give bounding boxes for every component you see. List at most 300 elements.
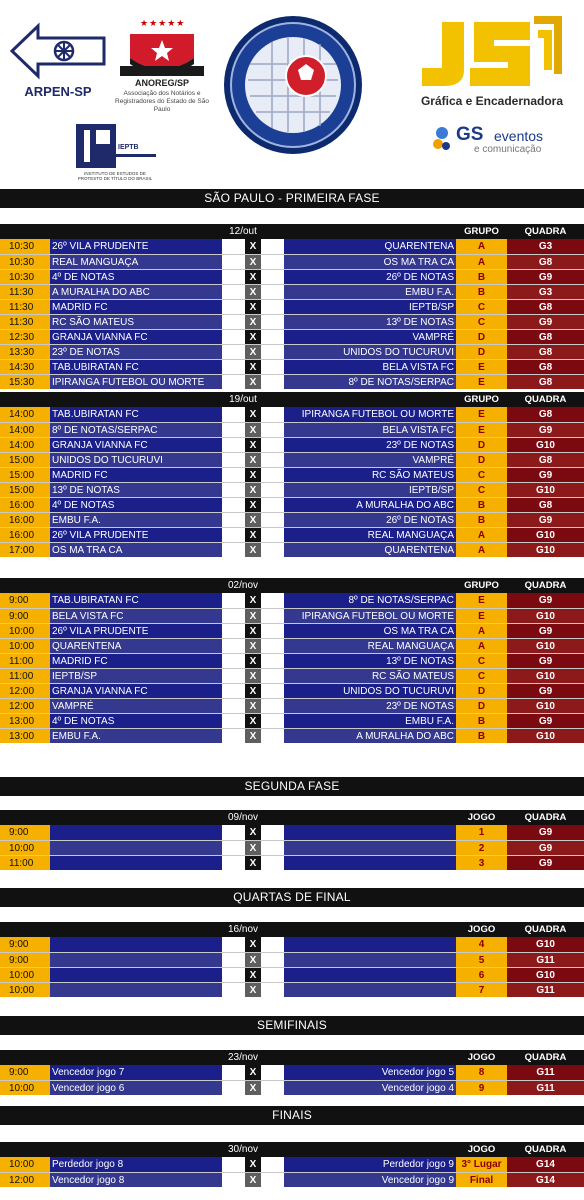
away-team xyxy=(284,825,454,840)
match-row xyxy=(0,269,584,284)
match-row xyxy=(0,608,584,623)
court-column-header: QUADRA xyxy=(524,812,567,823)
match-row xyxy=(0,482,584,497)
versus-cell xyxy=(222,729,284,743)
versus-mark: X xyxy=(245,729,261,743)
match-row xyxy=(0,855,584,870)
match-row xyxy=(0,825,584,840)
away-team: QUARENTENA xyxy=(384,545,454,556)
match-time: 15:00 xyxy=(0,468,50,482)
match-court: G9 xyxy=(507,624,584,638)
match-court: G8 xyxy=(507,345,584,359)
match-time: 11:30 xyxy=(0,315,50,329)
match-time: 12:00 xyxy=(0,699,50,713)
match-date: 19/out xyxy=(229,394,257,405)
versus-cell xyxy=(222,684,284,698)
away-team: 26º DE NOTAS xyxy=(386,272,454,283)
match-time: 11:30 xyxy=(0,285,50,299)
match-court: G14 xyxy=(507,1173,584,1187)
home-team: MADRID FC xyxy=(52,302,108,313)
match-row xyxy=(0,840,584,855)
schedule-12-out xyxy=(0,224,584,389)
match-court: G10 xyxy=(507,669,584,683)
arpen-arrow-icon xyxy=(8,20,108,82)
court-column-header: QUADRA xyxy=(524,226,567,237)
versus-mark: X xyxy=(245,953,261,967)
versus-cell xyxy=(222,423,284,437)
match-row xyxy=(0,653,584,668)
match-time: 13:00 xyxy=(0,729,50,743)
home-team xyxy=(52,953,222,967)
versus-mark: X xyxy=(245,825,261,840)
match-court: G3 xyxy=(507,285,584,299)
gs-name: GS xyxy=(456,124,484,145)
match-time: 16:00 xyxy=(0,498,50,512)
match-time: 10:00 xyxy=(0,1157,50,1172)
away-team: 8º DE NOTAS/SERPAC xyxy=(348,377,454,388)
versus-mark: X xyxy=(245,438,261,452)
versus-cell xyxy=(222,968,284,982)
gs-eventos-logo xyxy=(430,122,570,162)
soccer-ball-emblem-icon xyxy=(222,14,364,156)
schedule-19-out xyxy=(0,392,584,557)
away-team: EMBU F.A. xyxy=(405,287,454,298)
match-group: A xyxy=(456,255,507,269)
versus-mark: X xyxy=(245,654,261,668)
match-time: 10:30 xyxy=(0,255,50,269)
versus-cell xyxy=(222,360,284,374)
versus-cell xyxy=(222,609,284,623)
date-header-row xyxy=(0,1050,584,1065)
match-row xyxy=(0,967,584,982)
match-date: 30/nov xyxy=(227,1144,259,1155)
match-row xyxy=(0,713,584,728)
match-court: G10 xyxy=(507,483,584,497)
match-court: G8 xyxy=(507,255,584,269)
ieptb-subtitle: INSTITUTO DE ESTUDOS DE PROTESTO DE TÍTULO DO BRASIL xyxy=(77,171,153,181)
versus-cell xyxy=(222,345,284,359)
away-team: BELA VISTA FC xyxy=(382,425,454,436)
away-team: 8º DE NOTAS/SERPAC xyxy=(348,595,454,606)
away-team: VAMPRÉ xyxy=(412,332,454,343)
away-team: EMBU F.A. xyxy=(405,716,454,727)
home-team: UNIDOS DO TUCURUVI xyxy=(52,455,163,466)
match-court: G14 xyxy=(507,1157,584,1172)
match-date: 09/nov xyxy=(227,812,259,823)
versus-cell xyxy=(222,498,284,512)
match-court: G9 xyxy=(507,684,584,698)
away-team: A MURALHA DO ABC xyxy=(356,731,454,742)
away-team: IPIRANGA FUTEBOL OU MORTE xyxy=(301,611,454,622)
match-group: C xyxy=(456,315,507,329)
versus-mark: X xyxy=(245,856,261,870)
away-team: VAMPRÉ xyxy=(412,455,454,466)
match-court: G9 xyxy=(507,825,584,840)
match-court: G8 xyxy=(507,375,584,389)
match-group: A xyxy=(456,239,507,254)
home-team: GRANJA VIANNA FC xyxy=(52,332,148,343)
match-row xyxy=(0,299,584,314)
versus-mark: X xyxy=(245,285,261,299)
date-header-row xyxy=(0,922,584,937)
date-header-row xyxy=(0,392,584,407)
match-row xyxy=(0,668,584,683)
versus-mark: X xyxy=(245,315,261,329)
match-row xyxy=(0,452,584,467)
match-group: E xyxy=(456,423,507,437)
match-group: B xyxy=(456,714,507,728)
home-team: 23º DE NOTAS xyxy=(52,347,120,358)
match-group: 8 xyxy=(456,1065,507,1080)
versus-mark: X xyxy=(245,453,261,467)
match-row xyxy=(0,728,584,743)
match-row xyxy=(0,952,584,967)
match-row xyxy=(0,512,584,527)
schedule-16-nov xyxy=(0,922,584,997)
match-time: 9:00 xyxy=(0,937,50,952)
match-time: 10:00 xyxy=(0,1081,50,1095)
anoreg-name: ANOREG/SP xyxy=(134,78,189,88)
versus-cell xyxy=(222,330,284,344)
match-row xyxy=(0,527,584,542)
match-time: 10:30 xyxy=(0,239,50,254)
versus-mark: X xyxy=(245,639,261,653)
versus-mark: X xyxy=(245,513,261,527)
match-row xyxy=(0,1157,584,1172)
versus-cell xyxy=(222,699,284,713)
versus-mark: X xyxy=(245,684,261,698)
home-team xyxy=(52,937,222,952)
match-group: A xyxy=(456,543,507,557)
match-court: G9 xyxy=(507,513,584,527)
match-row xyxy=(0,314,584,329)
match-group: C xyxy=(456,300,507,314)
match-court: G11 xyxy=(507,1081,584,1095)
versus-mark: X xyxy=(245,375,261,389)
match-time: 14:00 xyxy=(0,438,50,452)
match-group: E xyxy=(456,375,507,389)
sponsor-header xyxy=(0,0,584,186)
home-team: EMBU F.A. xyxy=(52,515,101,526)
versus-cell xyxy=(222,375,284,389)
match-court: G3 xyxy=(507,239,584,254)
match-group: A xyxy=(456,528,507,542)
home-team: TAB.UBIRATAN FC xyxy=(52,595,139,606)
match-time: 9:00 xyxy=(0,953,50,967)
home-team: OS MA TRA CA xyxy=(52,545,123,556)
versus-mark: X xyxy=(245,1173,261,1187)
home-team: GRANJA VIANNA FC xyxy=(52,686,148,697)
match-court: G8 xyxy=(507,407,584,422)
court-column-header: QUADRA xyxy=(524,1144,567,1155)
home-team xyxy=(52,968,222,982)
away-team: 13º DE NOTAS xyxy=(386,656,454,667)
versus-mark: X xyxy=(245,968,261,982)
away-team: Vencedor jogo 5 xyxy=(381,1067,454,1078)
versus-cell xyxy=(222,1173,284,1187)
match-row xyxy=(0,683,584,698)
away-team: QUARENTENA xyxy=(384,241,454,252)
away-team: RC SÃO MATEUS xyxy=(371,470,454,481)
match-row xyxy=(0,407,584,422)
match-court: G9 xyxy=(507,423,584,437)
versus-cell xyxy=(222,654,284,668)
versus-mark: X xyxy=(245,270,261,284)
match-date: 02/nov xyxy=(227,580,259,591)
home-team: TAB.UBIRATAN FC xyxy=(52,409,139,420)
match-time: 12:00 xyxy=(0,1173,50,1187)
versus-cell xyxy=(222,825,284,840)
match-court: G8 xyxy=(507,453,584,467)
home-team: IPIRANGA FUTEBOL OU MORTE xyxy=(52,377,205,388)
away-team: IEPTB/SP xyxy=(408,302,454,313)
versus-mark: X xyxy=(245,983,261,997)
versus-mark: X xyxy=(245,1081,261,1095)
home-team: Vencedor jogo 8 xyxy=(52,1175,125,1186)
match-time: 14:00 xyxy=(0,423,50,437)
home-team: 26º VILA PRUDENTE xyxy=(52,626,149,637)
js-letters-icon xyxy=(412,12,572,92)
match-court: G8 xyxy=(507,330,584,344)
match-row xyxy=(0,344,584,359)
match-time: 9:00 xyxy=(0,1065,50,1080)
match-court: G10 xyxy=(507,438,584,452)
match-row xyxy=(0,1080,584,1095)
home-team: Perdedor jogo 8 xyxy=(52,1159,124,1170)
js-subtitle: Gráfica e Encadernadora xyxy=(420,94,564,108)
versus-mark: X xyxy=(245,345,261,359)
banner-primeira-fase: SÃO PAULO - PRIMEIRA FASE xyxy=(0,189,584,208)
match-group: B xyxy=(456,285,507,299)
match-row xyxy=(0,698,584,713)
match-time: 11:00 xyxy=(0,669,50,683)
match-court: G8 xyxy=(507,300,584,314)
away-team: 23º DE NOTAS xyxy=(386,440,454,451)
versus-cell xyxy=(222,255,284,269)
match-court: G10 xyxy=(507,639,584,653)
versus-mark: X xyxy=(245,624,261,638)
match-row xyxy=(0,374,584,389)
versus-mark: X xyxy=(245,543,261,557)
versus-cell xyxy=(222,1157,284,1172)
versus-cell xyxy=(222,285,284,299)
js-grafica-logo xyxy=(412,12,572,112)
home-team: 8º DE NOTAS/SERPAC xyxy=(52,425,158,436)
versus-mark: X xyxy=(245,468,261,482)
home-team: REAL MANGUAÇA xyxy=(52,257,139,268)
versus-cell xyxy=(222,593,284,608)
home-team xyxy=(52,825,222,840)
versus-cell xyxy=(222,983,284,997)
match-date: 12/out xyxy=(229,226,257,237)
match-group: D xyxy=(456,438,507,452)
versus-mark: X xyxy=(245,407,261,422)
versus-mark: X xyxy=(245,841,261,855)
versus-cell xyxy=(222,239,284,254)
versus-cell xyxy=(222,624,284,638)
versus-cell xyxy=(222,468,284,482)
home-team: Vencedor jogo 7 xyxy=(52,1067,125,1078)
home-team: 4º DE NOTAS xyxy=(52,716,115,727)
banner-segunda-fase: SEGUNDA FASE xyxy=(0,777,584,796)
versus-cell xyxy=(222,483,284,497)
match-court: G9 xyxy=(507,315,584,329)
match-time: 11:30 xyxy=(0,300,50,314)
schedule-23-nov xyxy=(0,1050,584,1095)
home-team: Vencedor jogo 6 xyxy=(52,1083,125,1094)
match-row xyxy=(0,329,584,344)
match-time: 15:00 xyxy=(0,453,50,467)
match-time: 10:30 xyxy=(0,270,50,284)
match-time: 10:00 xyxy=(0,968,50,982)
versus-mark: X xyxy=(245,330,261,344)
match-group: B xyxy=(456,513,507,527)
home-team: 13º DE NOTAS xyxy=(52,485,120,496)
match-row xyxy=(0,623,584,638)
away-team xyxy=(284,983,454,997)
away-team xyxy=(284,968,454,982)
match-group: D xyxy=(456,330,507,344)
match-row xyxy=(0,1065,584,1080)
home-team: RC SÃO MATEUS xyxy=(52,317,135,328)
versus-cell xyxy=(222,937,284,952)
versus-mark: X xyxy=(245,699,261,713)
match-time: 9:00 xyxy=(0,825,50,840)
match-row xyxy=(0,982,584,997)
home-team: GRANJA VIANNA FC xyxy=(52,440,148,451)
versus-mark: X xyxy=(245,423,261,437)
match-court: G11 xyxy=(507,983,584,997)
group-column-header: GRUPO xyxy=(464,394,499,405)
schedule-02-nov xyxy=(0,578,584,743)
match-time: 10:00 xyxy=(0,639,50,653)
gs-eventos-text: eventos xyxy=(494,128,544,144)
match-group: B xyxy=(456,270,507,284)
match-time: 9:00 xyxy=(0,609,50,623)
home-team xyxy=(52,983,222,997)
match-time: 10:00 xyxy=(0,841,50,855)
match-row xyxy=(0,638,584,653)
match-court: G10 xyxy=(507,968,584,982)
versus-mark: X xyxy=(245,483,261,497)
match-group: E xyxy=(456,609,507,623)
versus-mark: X xyxy=(245,255,261,269)
match-group: E xyxy=(456,360,507,374)
group-column-header: JOGO xyxy=(467,924,496,935)
versus-mark: X xyxy=(245,528,261,542)
match-group: 4 xyxy=(456,937,507,952)
match-court: G8 xyxy=(507,498,584,512)
match-court: G9 xyxy=(507,593,584,608)
versus-cell xyxy=(222,438,284,452)
ieptb-emblem-icon xyxy=(76,124,156,168)
versus-mark: X xyxy=(245,498,261,512)
match-group: D xyxy=(456,345,507,359)
match-row xyxy=(0,359,584,374)
home-team: MADRID FC xyxy=(52,470,108,481)
home-team: 4º DE NOTAS xyxy=(52,500,115,511)
date-header-row xyxy=(0,224,584,239)
schedule-30-nov xyxy=(0,1142,584,1187)
versus-cell xyxy=(222,513,284,527)
versus-cell xyxy=(222,453,284,467)
versus-mark: X xyxy=(245,239,261,254)
anoreg-logo xyxy=(112,18,212,118)
versus-cell xyxy=(222,669,284,683)
versus-cell xyxy=(222,953,284,967)
match-group: 6 xyxy=(456,968,507,982)
arpen-name: ARPEN-SP xyxy=(24,84,92,99)
home-team: 4º DE NOTAS xyxy=(52,272,115,283)
group-column-header: JOGO xyxy=(467,812,496,823)
match-group: B xyxy=(456,498,507,512)
schedule-09-nov xyxy=(0,810,584,870)
match-row xyxy=(0,937,584,952)
versus-cell xyxy=(222,714,284,728)
home-team: MADRID FC xyxy=(52,656,108,667)
away-team xyxy=(284,856,454,870)
anoreg-subtitle: Associação dos Notários e Registradores do Estado de São Paulo xyxy=(115,90,209,113)
versus-cell xyxy=(222,543,284,557)
away-team: REAL MANGUAÇA xyxy=(367,530,454,541)
match-time: 11:00 xyxy=(0,654,50,668)
match-time: 17:00 xyxy=(0,543,50,557)
home-team xyxy=(52,841,222,855)
match-group: 5 xyxy=(456,953,507,967)
home-team: 26º VILA PRUDENTE xyxy=(52,530,149,541)
match-group: A xyxy=(456,639,507,653)
date-header-row xyxy=(0,578,584,593)
arpen-logo xyxy=(8,20,108,110)
match-row xyxy=(0,239,584,254)
match-time: 10:00 xyxy=(0,983,50,997)
ieptb-logo xyxy=(72,124,158,182)
match-time: 16:00 xyxy=(0,513,50,527)
versus-cell xyxy=(222,639,284,653)
away-team: 26º DE NOTAS xyxy=(386,515,454,526)
match-row xyxy=(0,497,584,512)
away-team xyxy=(284,841,454,855)
versus-mark: X xyxy=(245,360,261,374)
match-time: 14:30 xyxy=(0,360,50,374)
gs-comunicacao-text: e comunicação xyxy=(474,144,542,155)
match-court: G10 xyxy=(507,528,584,542)
home-team: A MURALHA DO ABC xyxy=(52,287,150,298)
match-group: 3° Lugar xyxy=(456,1157,507,1172)
versus-mark: X xyxy=(245,669,261,683)
court-column-header: QUADRA xyxy=(524,394,567,405)
versus-mark: X xyxy=(245,937,261,952)
match-date: 23/nov xyxy=(227,1052,259,1063)
match-group: C xyxy=(456,483,507,497)
match-court: G11 xyxy=(507,1065,584,1080)
match-group: 9 xyxy=(456,1081,507,1095)
match-court: G10 xyxy=(507,937,584,952)
match-time: 15:30 xyxy=(0,375,50,389)
stars-icon: ★★★★★ xyxy=(140,18,186,28)
versus-cell xyxy=(222,315,284,329)
match-date: 16/nov xyxy=(227,924,259,935)
match-court: G9 xyxy=(507,270,584,284)
match-group: 7 xyxy=(456,983,507,997)
match-time: 9:00 xyxy=(0,593,50,608)
court-column-header: QUADRA xyxy=(524,1052,567,1063)
group-column-header: GRUPO xyxy=(464,226,499,237)
match-row xyxy=(0,542,584,557)
home-team: EMBU F.A. xyxy=(52,731,101,742)
away-team: OS MA TRA CA xyxy=(383,626,454,637)
away-team: IPIRANGA FUTEBOL OU MORTE xyxy=(301,409,454,420)
